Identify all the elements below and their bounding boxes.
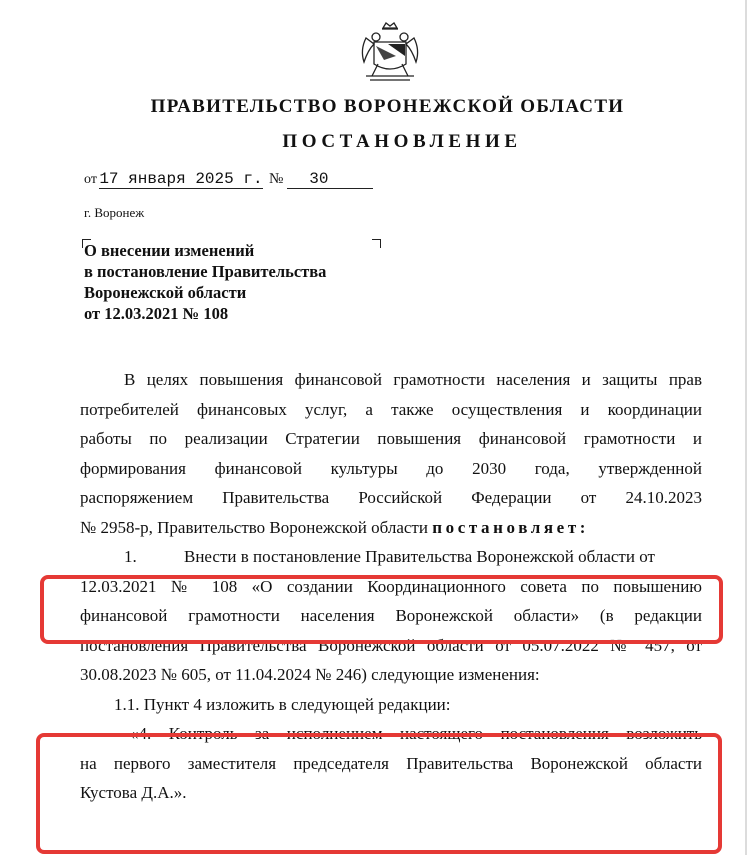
body-line: распоряжением Правительства Российской Федерации от 24.10.2023 <box>80 488 702 507</box>
body-line: потребителей финансовых услуг, а также осуществления и координации <box>80 399 702 419</box>
subject-line: в постановление Правительства <box>84 262 327 281</box>
document-date: 17 января 2025 г. <box>99 170 263 188</box>
city: г. Воронеж <box>84 205 145 220</box>
number-prefix: № <box>268 171 284 187</box>
document-number: 30 <box>287 170 373 189</box>
document-type: ПОСТАНОВЛЕНИЕ <box>282 131 522 152</box>
subject-line: от 12.03.2021 № 108 <box>84 304 229 323</box>
body-line: финансовой грамотности населения Воронежской области» (в редакции <box>80 606 702 625</box>
quote-line: «4. Контроль за исполнением настоящего постановления возложить <box>130 724 702 743</box>
item-1-first-line <box>80 542 702 572</box>
body-line: 30.08.2023 № 605, от 11.04.2024 № 246) следующие изменения: <box>80 665 540 684</box>
resolution-text: № 2958-р, Правительство Воронежской области <box>80 517 428 537</box>
quote-line: на первого заместителя председателя Правительства Воронежской области <box>80 753 702 773</box>
subject-corner-right <box>372 239 381 248</box>
resolution-verb: постановляет: <box>432 517 590 537</box>
quote-line: Кустова Д.А.». <box>80 783 187 802</box>
body-line: работы по реализации Стратегии повышения финансовой грамотности и <box>80 429 702 448</box>
highlight-box-referenced-act <box>40 575 723 644</box>
date-number-line <box>84 170 373 189</box>
coat-of-arms-icon <box>352 20 428 86</box>
body-line: В целях повышения финансовой грамотности населения и защиты прав <box>124 370 702 389</box>
item-1-number: 1. <box>124 547 137 566</box>
body-line: постановления Правительства Воронежской области от 05.07.2022 № 457, от <box>80 635 702 655</box>
subject-line: Воронежской области <box>84 283 247 302</box>
date-prefix: от <box>84 172 97 187</box>
highlight-box-new-clause <box>36 733 722 854</box>
item-1-text: Внести в постановление Правительства Воронежской области от <box>184 547 655 566</box>
organization-name: ПРАВИТЕЛЬСТВО ВОРОНЕЖСКОЙ ОБЛАСТИ <box>150 96 625 117</box>
document-subject <box>84 240 326 324</box>
item-1-1: 1.1. Пункт 4 изложить в следующей редакции: <box>114 694 451 714</box>
body-line: 12.03.2021 № 108 «О создании Координационного совета по повышению <box>80 576 702 596</box>
body-line-resolution <box>80 513 702 543</box>
body-line: формирования финансовой культуры до 2030 года, утвержденной <box>80 458 702 478</box>
subject-line: О внесении изменений <box>84 241 255 260</box>
